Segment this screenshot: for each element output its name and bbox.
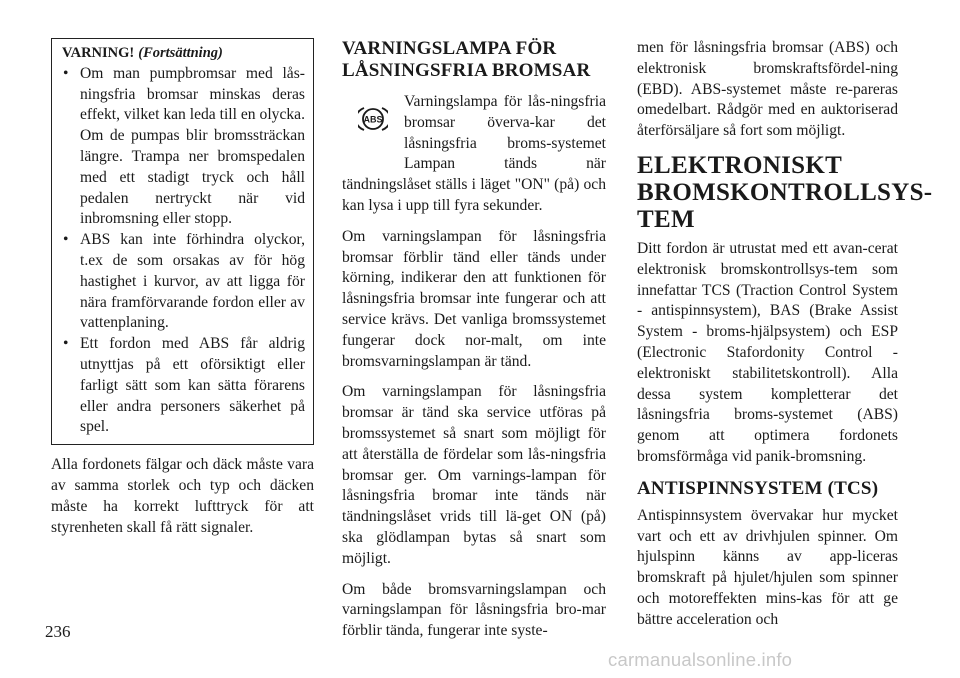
abs-paragraph-1-text: Varningslampa för lås-ningsfria bromsar överva-kar det låsningsfria broms-systemet Lampan tänds när tändningslåset ställs i läget "ON" (på) och kan lysa i upp till fyra sekunder. [342,93,606,214]
warning-bullet: • ABS kan inte förhindra olyckor, t.ex de som orsakas av för hög hastighet i kurvor, av att ligga för nära framförvarande fordon eller av vattenplaning. [62,230,305,334]
tcs-paragraph: Antispinnsystem övervakar hur mycket vart och ett av drivhjulen spinner. Om hjulspinn känns av app-liceras bromskraft på hjulet/hjulen som spinner och motoreffekten mins-kas för att ge bättre acceleration och [637,506,898,628]
abs-paragraph-2: Om varningslampan för låsningsfria bromsar förblir tänd eller tänds under körning, indikerar den att funktionen för låsningsfria bromsar inte fungerar och att service krävs. Det vanliga bromssystemet fungerar dock nor-malt, om inte bromsvarningslampan är tänd. [342,227,606,370]
watermark: carmanualsonline.info [608,649,793,670]
abs-warning-heading: VARNINGSLAMPA FÖR LÅSNINGSFRIA BROMSAR [342,38,591,81]
abs-continuation-paragraph: men för låsningsfria bromsar (ABS) och elektronisk bromskraftsfördel-ning (EBD). ABS-systemet måste re-pareras omedelbart. Rådgör med en auktoriserad återförsäljare så fort som möjligt. [637,39,898,140]
warning-box [51,38,314,445]
left-column [51,38,314,548]
ebs-heading: ELEKTRONISKT BROMSKONTROLLSYS-TEM [637,151,933,233]
warning-title [62,43,305,64]
abs-paragraph-3: Om varningslampan för låsningsfria bromsar är tänd ska service utföras på bromssystemet så snart som möjligt för att återställa de fördelar som lås-ningsfria bromsar ger. Om varnings-lampan för låsningsfria bromar inte tänds när tändningslåset vrids till lä-get ON (på) ska glödlampan bytas så snart som möjligt. [342,383,606,567]
tire-paragraph: Alla fordonets fälgar och däck måste vara av samma storlek och typ och däcken måste ha korrekt lufttryck för att styrenheten skall få rätt signaler. [51,456,314,536]
abs-paragraph-1 [342,92,606,217]
middle-column [342,38,606,652]
abs-lamp-icon-wrap [342,92,404,166]
tcs-heading: ANTISPINNSYSTEM (TCS) [637,477,879,499]
abs-icon-label: ABS [363,114,383,125]
warning-bullet: • Ett fordon med ABS får aldrig utnyttjas på ett oförsiktigt eller farligt sätt som kan sätta förarens eller andra personers säkerhet på spel. [62,334,305,438]
ebs-paragraph: Ditt fordon är utrustat med ett avan-cerat elektronisk bromskontrollsys-tem som innefattar TCS (Traction Control System - antispinnsystem), BAS (Brake Assist System - broms-hjälpsystem) och ESP (Electronic Stafordonity Control - elektroniskt stabilitetskontroll). Alla dessa system kompletterar det låsningsfria broms-systemet (ABS) genom att optimera fordonets bromsförmåga vid panik-bromsning. [637,239,898,465]
page-number: 236 [45,622,71,641]
warning-continued: (Fortsättning) [138,45,223,61]
right-column [637,38,933,641]
warning-label: VARNING! [62,45,135,61]
abs-warning-icon [358,104,388,134]
warning-bullet-list [62,64,305,438]
warning-bullet: • Om man pumpbromsar med lås-ningsfria bromsar minskas deras effekt, vilket kan leda till en olycka. Om de pumpas blir bromssträckan längre. Trampa ner bromspedalen med ett stadigt tryck och håll pedalen nertryckt när vid inbromsning eller stopp. [62,64,305,230]
abs-paragraph-4: Om både bromsvarningslampan och varningslampan för låsningsfria bro-mar förblir tända, fungerar inte syste- [342,580,606,640]
